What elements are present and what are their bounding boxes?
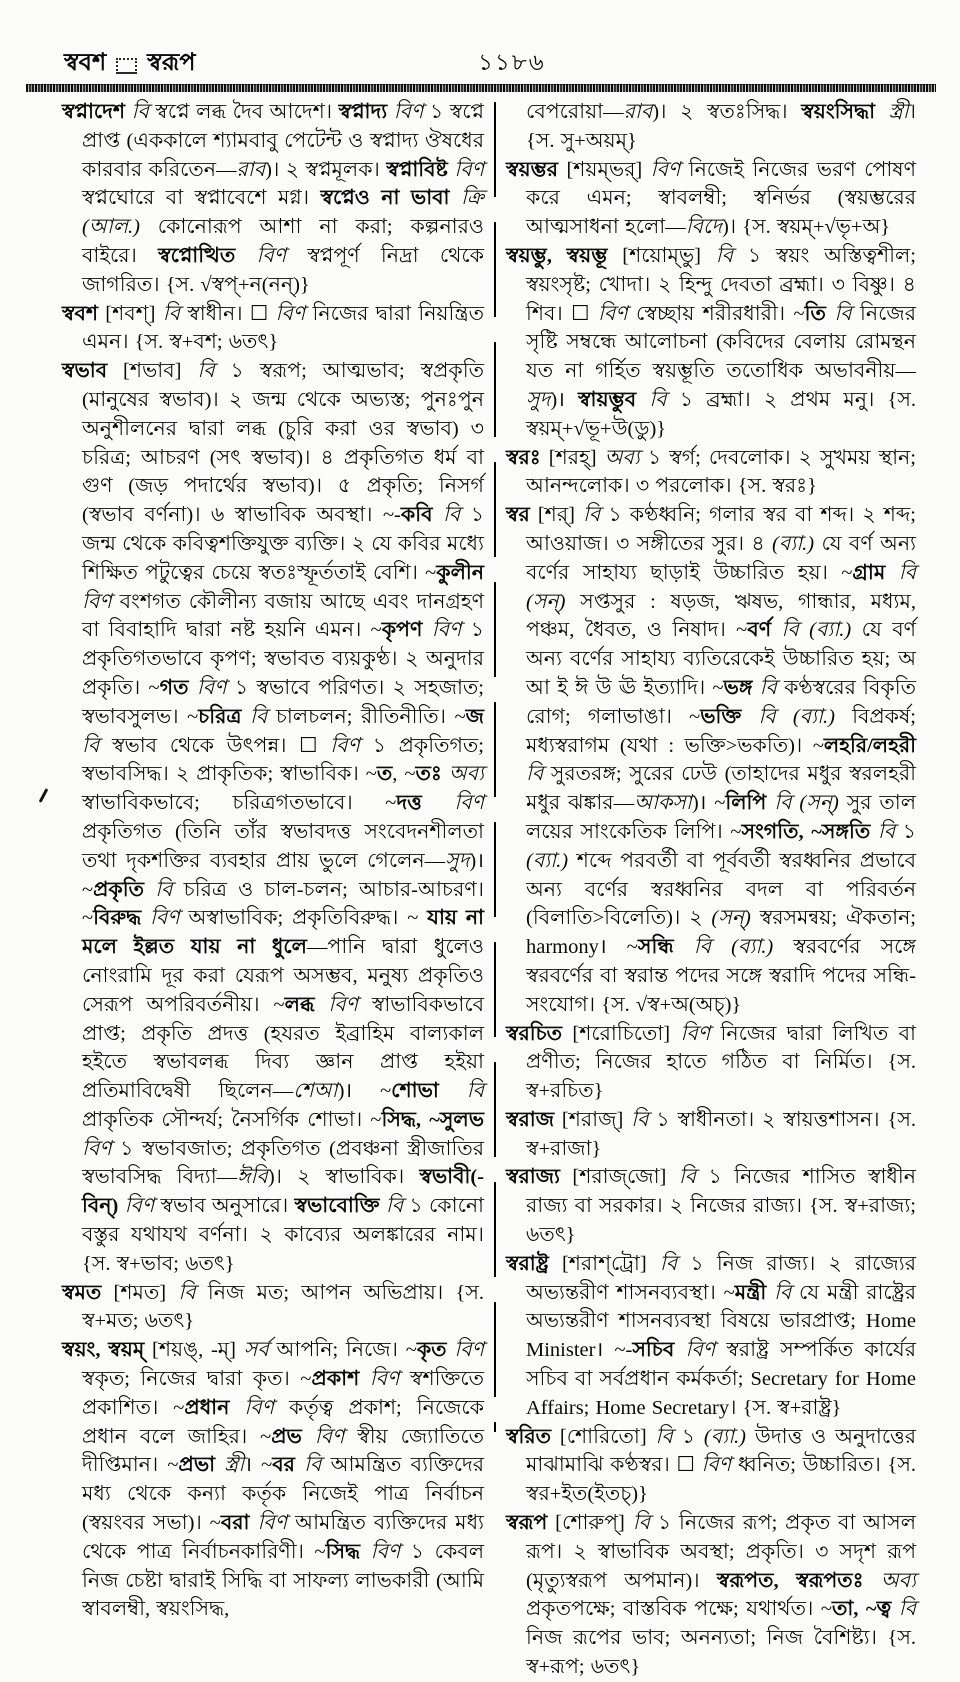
dictionary-entry: স্বরচিত [শরোচিতো] বিণ নিজের দ্বারা লিখিত বা প্রণীত; নিজের হাতে গঠিত বা নির্মিত। {স. স্ব+রচিত} [506,1022,916,1103]
right-column [506,98,916,1682]
dictionary-body [62,98,916,1682]
page-number: ১১৮৬ [478,50,546,75]
dictionary-entry: স্বয়ং, স্বয়ম্ [শয়ঙ্, -ম্] সর্ব আপনি; নিজে। ~কৃত বিণ স্বকৃত; নিজের দ্বারা কৃত। ~প্রকাশ বিণ স্বশক্তিতে প্রকাশিত। ~প্রধান বিণ কর্তৃত্ব প্রকাশ; নিজেকে প্রধান বলে জাহির। ~প্রভ বিণ স্বীয় জ্যোতিতে দীপ্তিমান। ~প্রভা স্ত্রী। ~বর বি আমন্ত্রিত ব্যক্তিদের মধ্য থেকে কন্যা কর্তৃক নিজেই পাত্র নির্বাচন (স্বয়ংবর সভা)। ~বরা বিণ আমন্ত্রিত ব্যক্তিদের মধ্য থেকে পাত্র নির্বাচনকারিণী। ~সিদ্ধ বিণ ১ কেবল নিজ চেষ্টা দ্বারাই সিদ্ধি বা সাফল্য লাভকারী (আমি স্বাবলম্বী, স্বয়ংসিদ্ধ, [62,1339,485,1621]
guide-word-left: স্ববশ [64,50,107,76]
entry-box-icon [116,58,137,74]
page-header [64,44,930,78]
dictionary-entry: স্ববশ [শবশ্] বি স্বাধীন। ☐ বিণ নিজের দ্বারা নিয়ন্ত্রিত এমন। {স. স্ব+বশ; ৬তৎ} [62,302,484,354]
dictionary-entry: স্বমত [শমত] বি নিজ মত; আপন অভিপ্রায়। {স. স্ব+মত; ৬তৎ} [62,1281,484,1333]
ornamental-rule [26,84,936,92]
dictionary-entry: স্বরাজ্য [শরাজ্‌জো] বি ১ নিজের শাসিত স্বাধীন রাজ্য বা সরকার। ২ নিজের রাজ্য। {স. স্ব+রাজ্য; ৬তৎ} [506,1166,916,1247]
dictionary-entry: স্বরাষ্ট্র [শরাশ্‌ট্রো] বি ১ নিজ রাজ্য। ২ রাজ্যের অভ্যন্তরীণ শাসনব্যবস্থা। ~মন্ত্রী বি যে মন্ত্রী রাষ্ট্রের অভ্যন্তরীণ শাসনব্যবস্থা বিষয়ে ভারপ্রাপ্ত; Home Minister। ~-সচিব বিণ স্বরাষ্ট্র সম্পর্কিত কার্যের সচিব বা সর্বপ্রধান কর্মকর্তা; Secretary for Home Affairs; Home Secretary। {স. স্ব+রাষ্ট্র} [506,1252,916,1419]
left-column [62,98,484,1682]
dictionary-entry: স্বরূপ [শোরুপ্] বি ১ নিজের রূপ; প্রকৃত বা আসল রূপ। ২ স্বাভাবিক অবস্থা; প্রকৃতি। ৩ সদৃশ রূপ (মৃত্যুস্বরূপ অপমান)। স্বরূপত, স্বরূপতঃ অব্য প্রকৃতপক্ষে; বাস্তবিক পক্ষে; যথার্থত। ~তা, ~ত্ব বি নিজ রূপের ভাব; অনন্যতা; নিজ বৈশিষ্ট্য। {স. স্ব+রূপ; ৬তৎ} [506,1512,917,1679]
guide-word-right: স্বরূপ [147,50,196,76]
dictionary-entry: স্বরঃ [শরহ্] অব্য ১ স্বর্গ; দেবলোক। ২ সুখময় স্থান; আনন্দলোক। ৩ পরলোক। {স. স্বরঃ} [506,446,916,498]
dictionary-entry: স্বরিত [শোরিতো] বি ১ (ব্যা.) উদাত্ত ও অনুদাত্তের মাঝামাঝি কণ্ঠস্বর। ☐ বিণ ধ্বনিত; উচ্চারিত। {স. স্বর+ইত(ইতচ্)} [506,1425,916,1506]
column-divider [494,102,496,1432]
dictionary-entry: স্বর [শর্] বি ১ কণ্ঠধ্বনি; গলার স্বর বা শব্দ। ২ শব্দ; আওয়াজ। ৩ সঙ্গীতের সুর। ৪ (ব্যা.) যে বর্ণ অন্য বর্ণের সাহায্য ছাড়াই উচ্চারিত হয়। ~গ্রাম বি (সন্) সপ্তসুর : ষড়জ, ঋষভ, গান্ধার, মধ্যম, পঞ্চম, ধৈবত, ও নিষাদ। ~বর্ণ বি (ব্যা.) যে বর্ণ অন্য বর্ণের সাহায্য ব্যতিরেকেই উচ্চারিত হয়; অ আ ই ঈ উ ঊ ইত্যাদি। ~ভঙ্গ বি কণ্ঠস্বরের বিকৃতি রোগ; গলাভাঙা। ~ভক্তি বি (ব্যা.) বিপ্রকর্ষ; মধ্যস্বরাগম (যথা : ভক্তি>ভকতি)। ~লহরি/লহরী বি সুরতরঙ্গ; সুরের ঢেউ (তাহাদের মধুর স্বরলহরী মধুর ঝঙ্কার—আকসা)। ~লিপি বি (সন্) সুর তাল লয়ের সাংকেতিক লিপি। ~সংগতি, ~সঙ্গতি বি ১ (ব্যা.) শব্দে পরবর্তী বা পূর্ববর্তী স্বরধ্বনির প্রভাবে অন্য বর্ণের স্বরধ্বনির বদল বা পরিবর্তন (বিলাতি>বিলেতি)। ২ (সন্) স্বরসমন্বয়; ঐকতান; harmony। ~সন্ধি বি (ব্যা.) স্বরবর্ণের সঙ্গে স্বরবর্ণের বা স্বরান্ত পদের সঙ্গে স্বরাদি পদের সন্ধি-সংযোগ। {স. √স্ব+অ(অচ্)} [506,504,917,1016]
dictionary-entry: স্বয়ম্ভর [শয়ম্‌ভর্] বিণ নিজেই নিজের ভরণ পোষণ করে এমন; স্বাবলম্বী; স্বনির্ভর (স্বয়ম্ভরের আত্মসাধনা হলো—বিদে)। {স. স্বয়ম্+√ভৃ+অ} [506,158,917,239]
dictionary-entry: স্বয়ম্ভু, স্বয়ম্ভূ [শয়োম্‌ভু] বি ১ স্বয়ং অস্তিত্বশীল; স্বয়ংসৃষ্ট; খোদা। ২ হিন্দু দেবতা ব্রহ্মা। ৩ বিষ্ণু। ৪ শিব। ☐ বিণ স্বেচ্ছায় শরীরধারী। ~তি বি নিজের সৃষ্টি সম্বন্ধে আলোচনা (কবিদের বেলায় রোমন্থন যত না গর্হিত স্বয়ম্ভূতি ততোধিক অভাবনীয়—সুদ)। স্বায়ম্ভুব বি ১ ব্রহ্মা। ২ প্রথম মনু। {স. স্বয়ম্+√ভূ+উ(ডু)} [506,244,917,440]
dictionary-entry: বেপরোয়া—রাব)। ২ স্বতঃসিদ্ধ। স্বয়ংসিদ্ধা স্ত্রী। {স. সু+অয়ম্} [526,101,916,152]
margin-pen-mark [39,788,49,803]
dictionary-entry: স্বপ্নাদেশ বি স্বপ্নে লব্ধ দৈব আদেশ। স্বপ্নাদ্য বিণ ১ স্বপ্নে প্রাপ্ত (এককালে শ্যামবাবু পেটেন্ট ও স্বপ্নাদ্য ঔষধের কারবার করিতেন—রাব)। ২ স্বপ্নমূলক। স্বপ্নাবিষ্ট বিণ স্বপ্নঘোরে বা স্বপ্নাবেশে মগ্ন। স্বপ্নেও না ভাবা ক্রি (আল.) কোনোরূপ আশা না করা; কল্পনারও বাইরে। স্বপ্নোত্থিত বিণ স্বপ্নপূর্ণ নিদ্রা থেকে জাগরিত। {স. √স্বপ্+ন(নন্)} [62,101,485,296]
dictionary-entry: স্বরাজ [শরাজ্] বি ১ স্বাধীনতা। ২ স্বায়ত্তশাসন। {স. স্ব+রাজা} [506,1108,916,1160]
dictionary-entry: স্বভাব [শভাব] বি ১ স্বরূপ; আত্মভাব; স্বপ্রকৃতি (মানুষের স্বভাব)। ২ জন্ম থেকে অভ্যস্ত; পুনঃপুন অনুশীলনের দ্বারা লব্ধ (চুরি করা ওর স্বভাব) ৩ চরিত্র; আচরণ (সৎ স্বভাব)। ৪ প্রকৃতিগত ধর্ম বা গুণ (জড় পদার্থের স্বভাব)। ৫ প্রকৃতি; নিসর্গ (স্বভাব বর্ণনা)। ৬ স্বাভাবিক অবস্থা। ~-কবি বি ১ জন্ম থেকে কবিত্বশক্তিযুক্ত ব্যক্তি। ২ যে কবির মধ্যে শিক্ষিত পটুত্বের চেয়ে স্বতঃস্ফূর্ততাই বেশি। ~কুলীন বিণ বংশগত কৌলীন্য বজায় আছে এবং দানগ্রহণ বা বিবাহাদি দ্বারা নষ্ট হয়নি এমন। ~কৃপণ বিণ ১ প্রকৃতিগতভাবে কৃপণ; স্বভাবত ব্যয়কুণ্ঠ। ২ অনুদার প্রকৃতি। ~গত বিণ ১ স্বভাবে পরিণত। ২ সহজাত; স্বভাবসুলভ। ~চরিত্র বি চালচলন; রীতিনীতি। ~জ বি স্বভাব থেকে উৎপন্ন। ☐ বিণ ১ প্রকৃতিগত; স্বভাবসিদ্ধ। ২ প্রাকৃতিক; স্বাভাবিক। ~ত, ~তঃ অব্য স্বাভাবিকভাবে; চরিত্রগতভাবে। ~দত্ত বিণ প্রকৃতিগত (তিনি তাঁর স্বভাবদত্ত সংবেদনশীলতা তথা দৃকশক্তির ব্যবহার প্রায় ভুলে গেলেন—সুদ)। ~প্রকৃতি বি চরিত্র ও চাল-চলন; আচার-আচরণ। ~বিরুদ্ধ বিণ অস্বাভাবিক; প্রকৃতিবিরুদ্ধ। ~ যায় না মলে ইল্লত যায় না ধুলে—পানি দ্বারা ধুলেও নোংরামি দূর করা যেরূপ অসম্ভব, মনুষ্য প্রকৃতিও সেরূপ অপরিবর্তনীয়। ~লব্ধ বিণ স্বাভাবিকভাবে প্রাপ্ত; প্রকৃতি প্রদত্ত (হযরত ইব্রাহিম বাল্যকাল হইতে স্বভাবলব্ধ দিব্য জ্ঞান প্রাপ্ত হইয়া প্রতিমাবিদ্বেষী ছিলেন—শেআ)। ~শোভা বি প্রাকৃতিক সৌন্দর্য; নৈসর্গিক শোভা। ~সিদ্ধ, ~সুলভ বিণ ১ স্বভাবজাত; প্রকৃতিগত (প্রবঞ্চনা স্ত্রীজাতির স্বভাবসিদ্ধ বিদ্যা—ঈবি)। ২ স্বাভাবিক। স্বভাবী(-বিন্) বিণ স্বভাব অনুসারে। স্বভাবোক্তি বি ১ কোনো বস্তুর যথাযথ বর্ণনা। ২ কাব্যের অলঙ্কারের নাম। {স. স্ব+ভাব; ৬তৎ} [62,360,485,1275]
